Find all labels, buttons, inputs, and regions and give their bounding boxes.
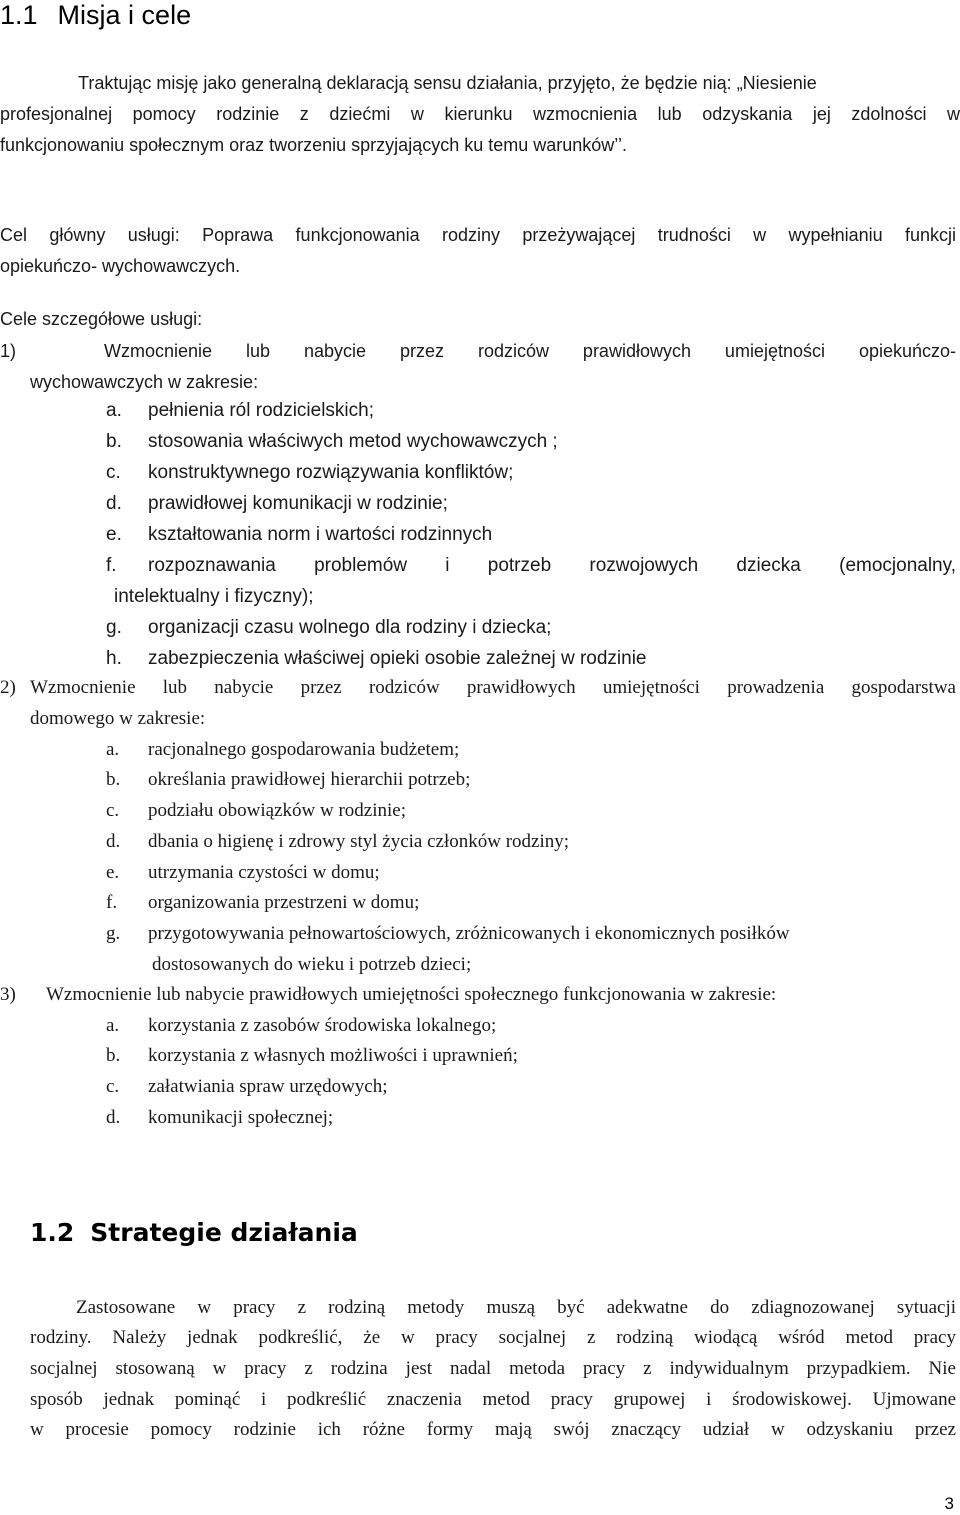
goal-3-number: 3) bbox=[0, 984, 16, 1005]
detailed-goals-title: Cele szczegółowe usługi: bbox=[0, 309, 203, 329]
strategies-line-5: w procesie pomocy rodzinie ich różne formy mają swój znaczący udział w odzyskaniu przez bbox=[30, 1419, 956, 1440]
goal-3-item-b: b. korzystania z własnych możliwości i uprawnień; bbox=[106, 1045, 518, 1066]
goal-2-item-d: d. dbania o higienę i zdrowy styl życia członków rodziny; bbox=[106, 831, 570, 852]
goal-2-line-1: Wzmocnienie lub nabycie przez rodziców prawidłowych umiejętności prowadzenia gospodarstwa bbox=[30, 677, 956, 698]
strategies-line-2: rodziny. Należy jednak podkreślić, że w pracy socjalnej z rodziną wiodącą wśród metod pracy bbox=[30, 1327, 956, 1348]
goal-1-item-d: d. prawidłowej komunikacji w rodzinie; bbox=[106, 493, 448, 514]
goal-2-line-2: domowego w zakresie: bbox=[30, 708, 206, 729]
goal-3-item-d: d. komunikacji społecznej; bbox=[106, 1107, 334, 1128]
goal-1-line-1: Wzmocnienie lub nabycie przez rodziców prawidłowych umiejętności opiekuńczo- bbox=[104, 341, 956, 361]
goal-1-item-e: e. kształtowania norm i wartości rodzinnych bbox=[106, 524, 493, 545]
strategies-line-4: sposób jednak pominąć i podkreślić znaczenia metod pracy grupowej i środowiskowej. Ujmowane bbox=[30, 1389, 956, 1410]
page-number: 3 bbox=[944, 1494, 954, 1513]
goal-1-item-h: h. zabezpieczenia właściwej opieki osobie zależnej w rodzinie bbox=[106, 648, 647, 669]
goal-1-number: 1) bbox=[0, 341, 17, 361]
goal-2-item-b: b. określania prawidłowej hierarchii potrzeb; bbox=[106, 769, 471, 790]
section-number: 1.1 bbox=[0, 0, 38, 30]
section-title: Strategie działania bbox=[90, 1218, 358, 1247]
goal-1-item-a: a. pełnienia ról rodzicielskich; bbox=[106, 400, 374, 421]
goal-2-item-c: c. podziału obowiązków w rodzinie; bbox=[106, 800, 407, 821]
goal-2-number: 2) bbox=[0, 677, 16, 698]
section-title: Misja i cele bbox=[57, 0, 192, 30]
mission-line-2: profesjonalnej pomocy rodzinie z dziećmi w kierunku wzmocnienia lub odzyskania jej zdolności w bbox=[0, 104, 960, 124]
goal-3-item-a: a. korzystania z zasobów środowiska lokalnego; bbox=[106, 1015, 497, 1036]
goal-2-item-g: g. przygotowywania pełnowartościowych, zróżnicowanych i ekonomicznych posiłków bbox=[106, 923, 790, 944]
goal-1-line-2: wychowawczych w zakresie: bbox=[30, 372, 259, 392]
goal-1-item-f: f. rozpoznawania problemów i potrzeb rozwojowych dziecka (emocjonalny, bbox=[106, 555, 956, 576]
mission-line-3: funkcjonowaniu społecznym oraz tworzeniu sprzyjających ku temu warunków’’. bbox=[0, 135, 627, 155]
goal-2-item-f: f. organizowania przestrzeni w domu; bbox=[106, 892, 420, 913]
section-number: 1.2 bbox=[30, 1218, 75, 1247]
main-goal-line-2: opiekuńczo- wychowawczych. bbox=[0, 256, 241, 276]
main-goal-line-1: Cel główny usługi: Poprawa funkcjonowania rodziny przeżywającej trudności w wypełnianiu funkcji bbox=[0, 225, 956, 245]
strategies-line-3: socjalnej stosowaną w pracy z rodzina jest nadal metoda pracy z indywidualnym przypadkiem. Nie bbox=[30, 1358, 956, 1379]
goal-1-item-f-continued: intelektualny i fizyczny); bbox=[114, 586, 314, 607]
goal-2-item-a: a. racjonalnego gospodarowania budżetem; bbox=[106, 739, 460, 760]
section-heading-mission bbox=[0, 0, 191, 30]
goal-2-item-e: e. utrzymania czystości w domu; bbox=[106, 862, 380, 883]
section-heading-strategies bbox=[30, 1218, 358, 1248]
strategies-line-1: Zastosowane w pracy z rodziną metody muszą być adekwatne do zdiagnozowanej sytuacji bbox=[76, 1297, 956, 1318]
goal-1-item-g: g. organizacji czasu wolnego dla rodziny i dziecka; bbox=[106, 617, 552, 638]
goal-3-item-c: c. załatwiania spraw urzędowych; bbox=[106, 1076, 388, 1097]
goal-1-item-b: b. stosowania właściwych metod wychowawczych ; bbox=[106, 431, 558, 452]
goal-3-line-1: Wzmocnienie lub nabycie prawidłowych umiejętności społecznego funkcjonowania w zakresie: bbox=[46, 984, 777, 1005]
mission-line-1: Traktując misję jako generalną deklaracją sensu działania, przyjęto, że będzie nią: „Niesienie bbox=[78, 73, 817, 93]
goal-2-item-g-continued: dostosowanych do wieku i potrzeb dzieci; bbox=[152, 954, 472, 975]
goal-1-item-c: c. konstruktywnego rozwiązywania konfliktów; bbox=[106, 462, 514, 483]
